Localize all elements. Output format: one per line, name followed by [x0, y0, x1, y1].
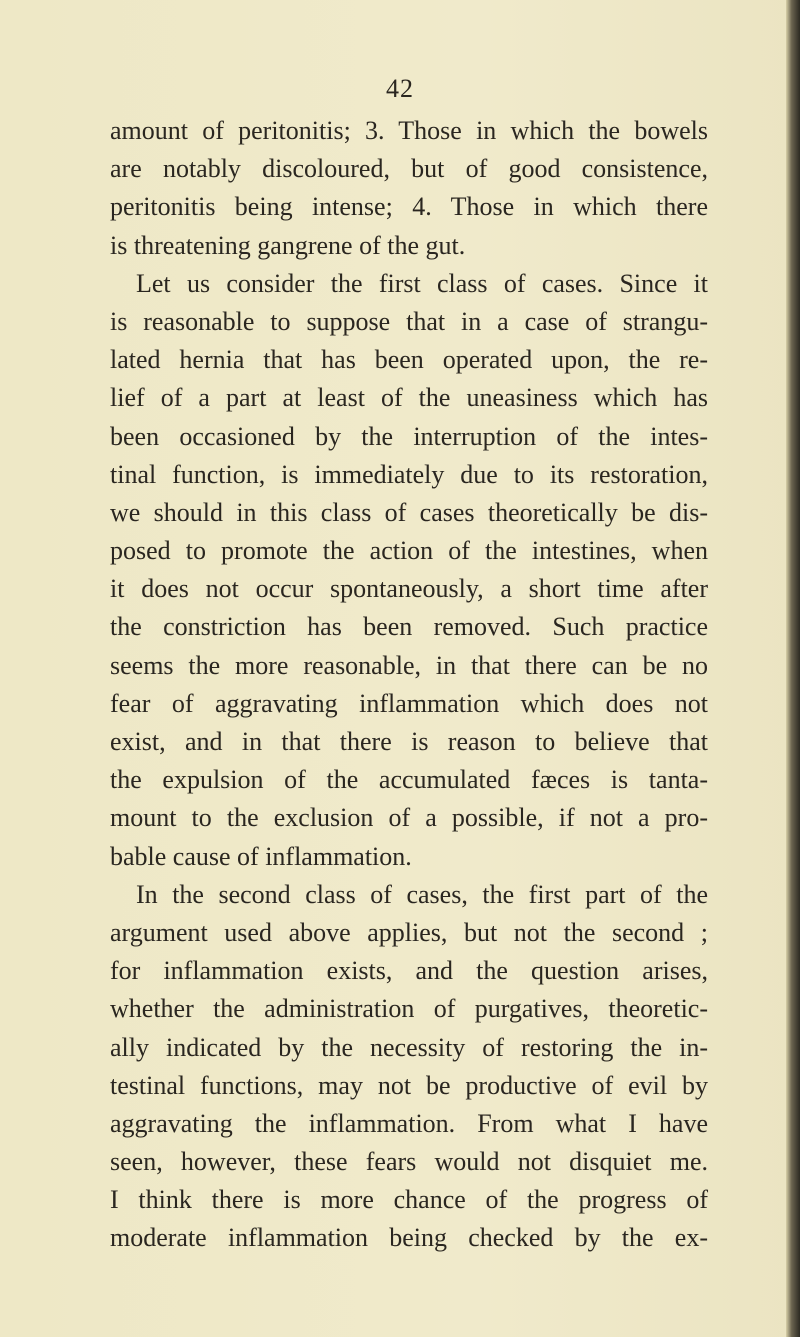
text-line: moderate inflammation being checked by the ex-	[110, 1223, 708, 1253]
text-line: is threatening gangrene of the gut.	[110, 230, 466, 260]
text-line: for inflammation exists, and the question arises,	[110, 956, 708, 986]
text-line: tinal function, is immediately due to its restoration,	[110, 459, 708, 489]
text-line: is reasonable to suppose that in a case of strangu-	[110, 306, 708, 336]
text-line: bable cause of inflammation.	[110, 841, 412, 871]
text-line: ally indicated by the necessity of restoring the in-	[110, 1032, 708, 1062]
text-line: it does not occur spontaneously, a short time after	[110, 574, 708, 604]
text-line: argument used above applies, but not the second ;	[110, 917, 708, 947]
text-line: the expulsion of the accumulated fæces is tanta-	[110, 765, 708, 795]
page-number: 42	[386, 74, 414, 103]
text-line: Let us consider the first class of cases. Since it	[136, 268, 708, 298]
text-line: the constriction has been removed. Such practice	[110, 612, 708, 642]
text-line: been occasioned by the interruption of the intes-	[110, 421, 708, 451]
text-line: seen, however, these fears would not disquiet me.	[110, 1147, 708, 1177]
text-line: posed to promote the action of the intestines, when	[110, 536, 708, 566]
text-line: whether the administration of purgatives, theoretic-	[110, 994, 708, 1024]
text-line: I think there is more chance of the progress of	[110, 1185, 708, 1215]
text-line: peritonitis being intense; 4. Those in which there	[110, 192, 708, 222]
text-line: mount to the exclusion of a possible, if not a pro-	[110, 803, 708, 833]
body-text	[110, 112, 708, 1258]
page-edge-shadow	[786, 0, 800, 1337]
text-line: aggravating the inflammation. From what I have	[110, 1108, 708, 1138]
text-line: lief of a part at least of the uneasiness which has	[110, 383, 708, 413]
text-line: amount of peritonitis; 3. Those in which the bowels	[110, 116, 708, 145]
text-line: are notably discoloured, but of good consistence,	[110, 154, 708, 184]
text-line: In the second class of cases, the first part of the	[136, 879, 708, 909]
text-line: exist, and in that there is reason to believe that	[110, 727, 708, 756]
text-line: fear of aggravating inflammation which does not	[110, 688, 708, 718]
text-line: seems the more reasonable, in that there can be no	[110, 650, 708, 680]
text-line: lated hernia that has been operated upon, the re-	[110, 345, 708, 375]
text-line: testinal functions, may not be productive of evil by	[110, 1070, 708, 1100]
text-line: we should in this class of cases theoretically be dis-	[110, 497, 708, 527]
